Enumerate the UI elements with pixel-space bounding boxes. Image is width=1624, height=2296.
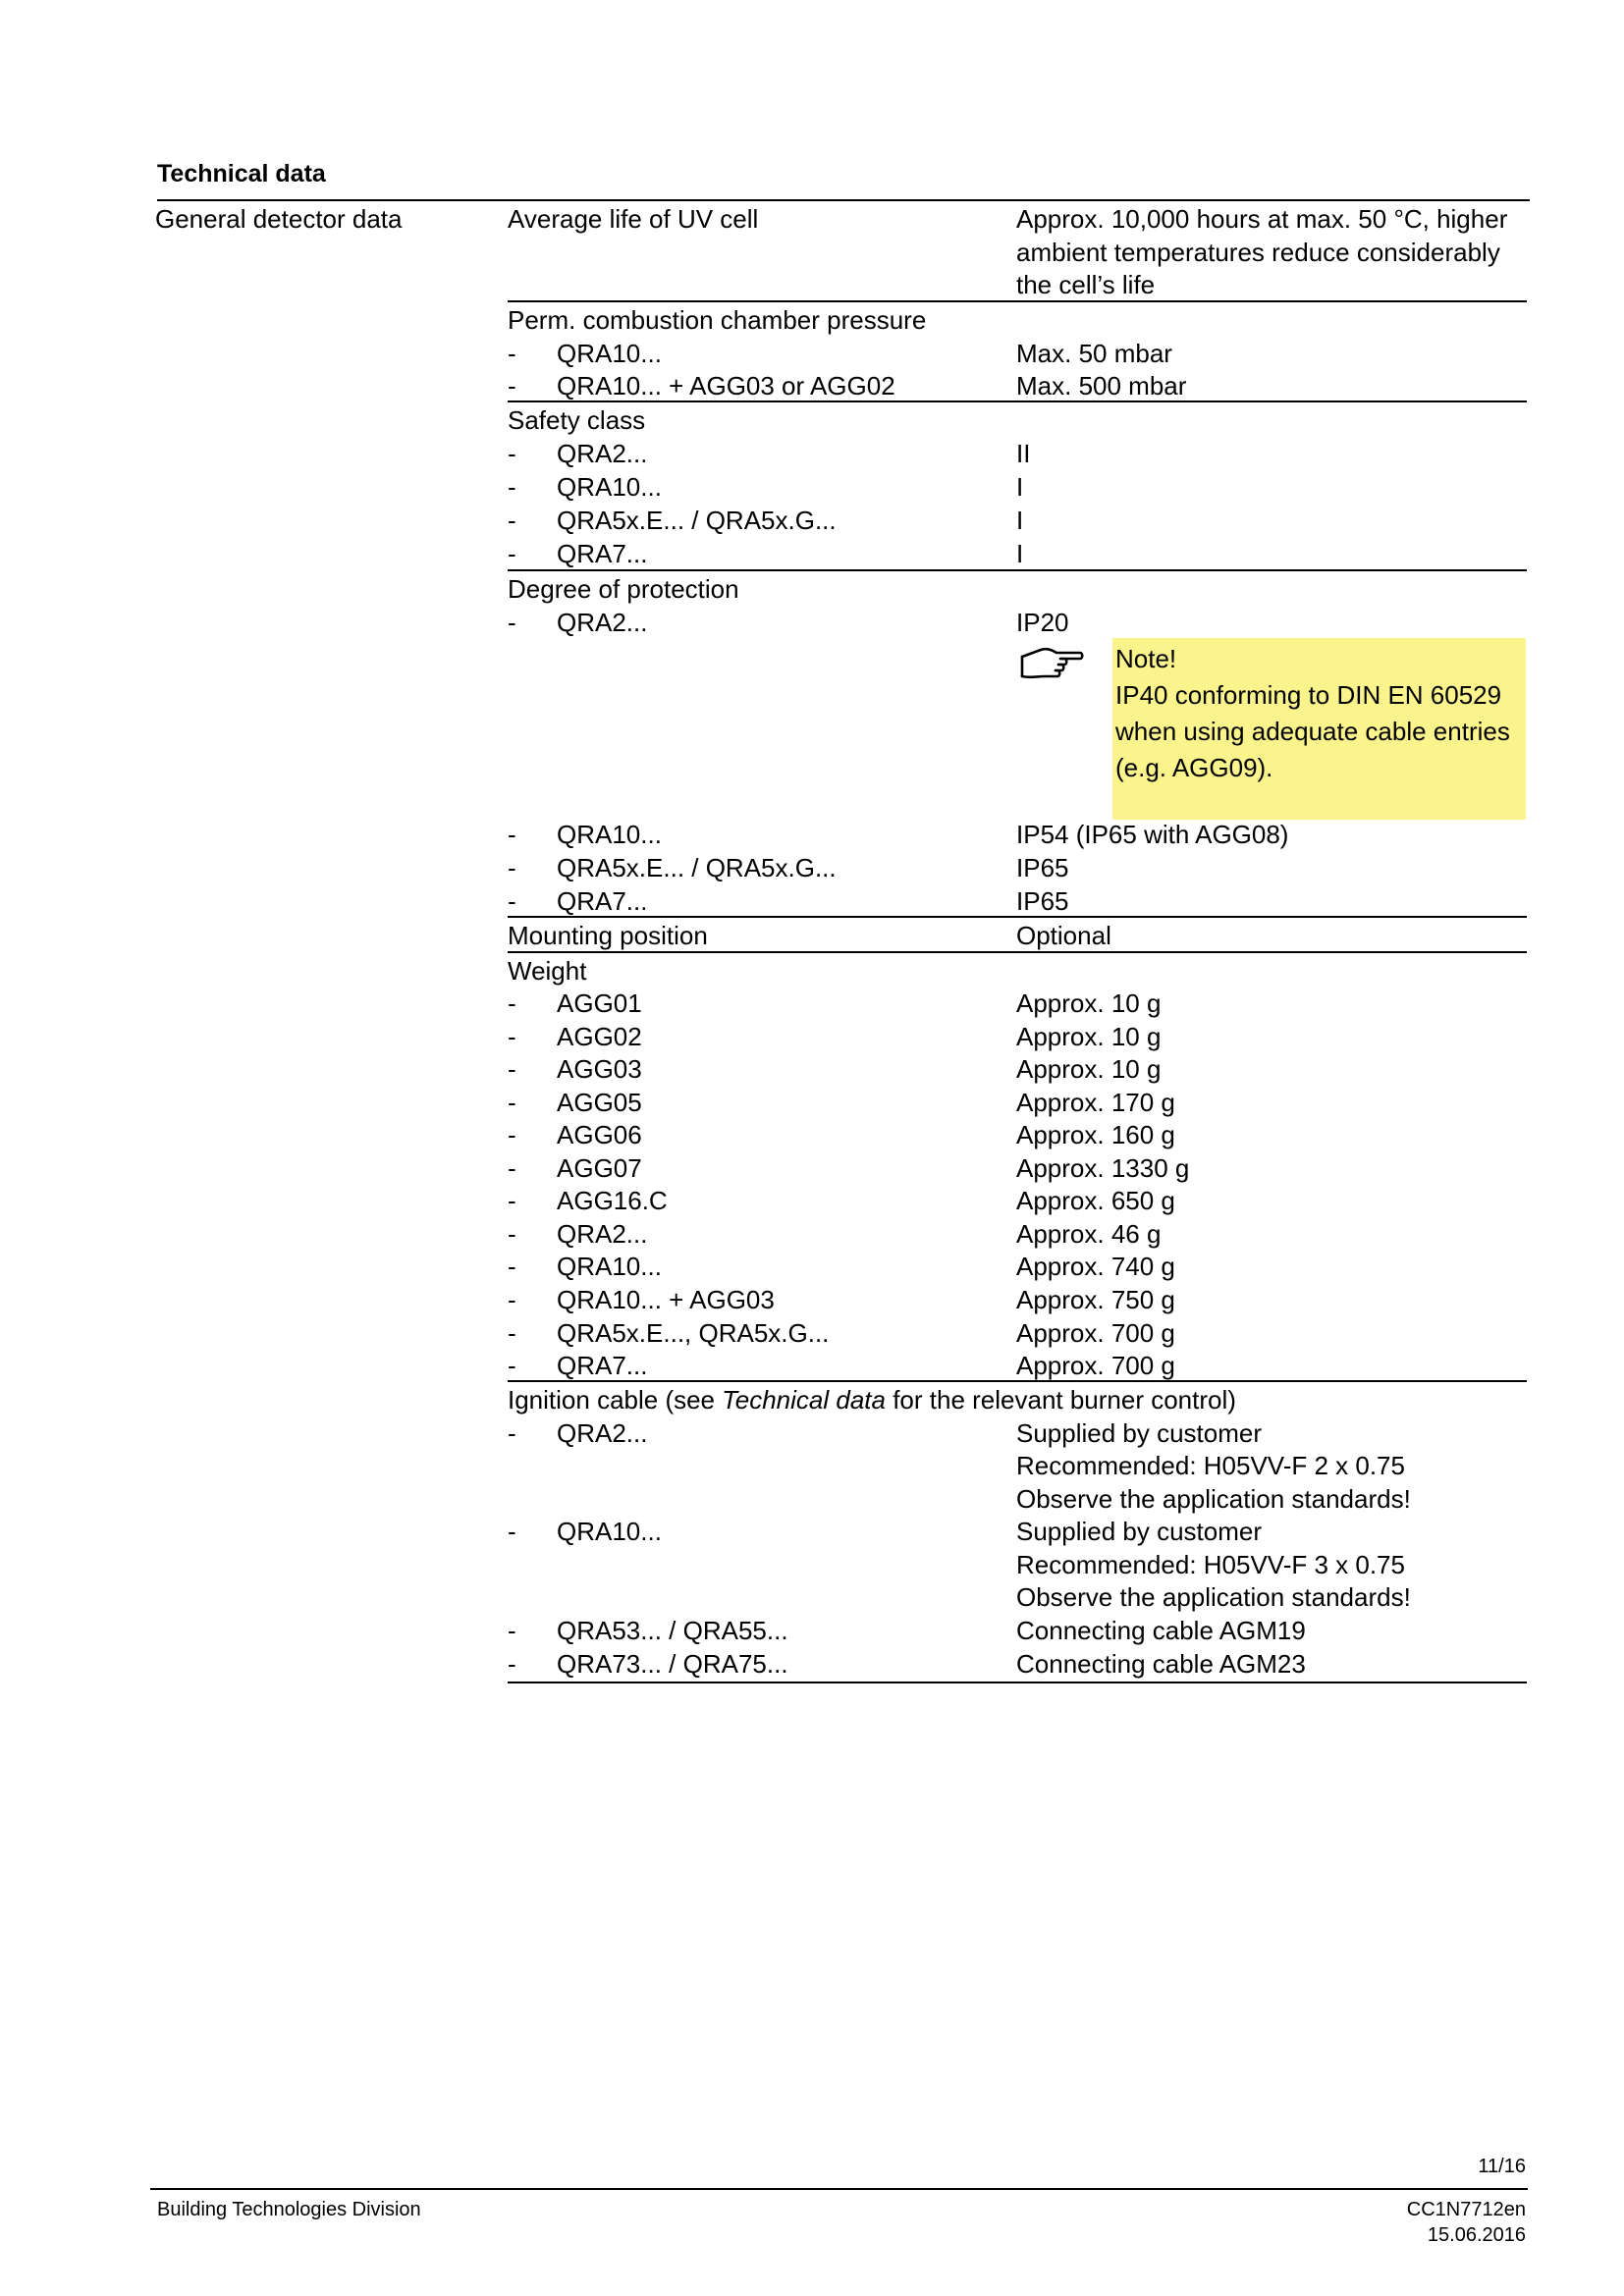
- uv-cell-label: Average life of UV cell: [508, 204, 759, 234]
- uv-cell-value-3: the cell’s life: [1016, 270, 1156, 299]
- list-dash: -: [508, 506, 516, 535]
- safety-item-name: QRA2...: [557, 439, 648, 468]
- list-dash: -: [508, 1088, 516, 1117]
- title-rule: [157, 199, 1530, 201]
- list-dash: -: [508, 1153, 516, 1183]
- list-dash: -: [508, 1418, 516, 1448]
- pressure-label: Perm. combustion chamber pressure: [508, 305, 927, 335]
- page-number: 11/16: [1478, 2156, 1526, 2177]
- ignition-item-value: Connecting cable AGM19: [1016, 1616, 1306, 1645]
- weight-item-name: QRA2...: [557, 1219, 648, 1249]
- weight-label: Weight: [508, 956, 587, 986]
- list-dash: -: [508, 1186, 516, 1215]
- safety-item-name: QRA5x.E... / QRA5x.G...: [557, 506, 837, 535]
- list-dash: -: [508, 439, 516, 468]
- ignition-item-name: QRA53... / QRA55...: [557, 1616, 788, 1645]
- list-dash: -: [508, 820, 516, 849]
- weight-item-name: AGG16.C: [557, 1186, 668, 1215]
- safety-item-name: QRA7...: [557, 539, 648, 568]
- row-divider: [508, 916, 1527, 918]
- protection-label: Degree of protection: [508, 574, 739, 604]
- list-dash: -: [508, 1649, 516, 1679]
- row-divider: [508, 400, 1527, 402]
- protection-item-value: IP20: [1016, 608, 1069, 637]
- weight-item-value: Approx. 10 g: [1016, 1054, 1162, 1084]
- weight-item-value: Approx. 750 g: [1016, 1285, 1175, 1314]
- weight-item-value: Approx. 650 g: [1016, 1186, 1175, 1215]
- weight-item-value: Approx. 170 g: [1016, 1088, 1175, 1117]
- list-dash: -: [508, 1219, 516, 1249]
- ignition-item-name: QRA73... / QRA75...: [557, 1649, 788, 1679]
- protection-item-value: IP65: [1016, 853, 1069, 882]
- protection-item-name: QRA10...: [557, 820, 662, 849]
- ignition-item-value: Supplied by customer: [1016, 1418, 1263, 1448]
- ignition-item-value: Observe the application standards!: [1016, 1582, 1411, 1612]
- note-title: Note!: [1115, 644, 1177, 673]
- list-dash: -: [508, 1252, 516, 1281]
- list-dash: -: [508, 539, 516, 568]
- list-dash: -: [508, 339, 516, 368]
- protection-item-value: IP54 (IP65 with AGG08): [1016, 820, 1289, 849]
- pointing-hand-icon: [1019, 644, 1084, 689]
- mounting-value: Optional: [1016, 921, 1111, 950]
- safety-item-value: I: [1016, 506, 1024, 535]
- weight-item-value: Approx. 160 g: [1016, 1120, 1175, 1149]
- weight-item-value: Approx. 700 g: [1016, 1318, 1175, 1348]
- weight-item-name: QRA5x.E..., QRA5x.G...: [557, 1318, 830, 1348]
- list-dash: -: [508, 988, 516, 1018]
- weight-item-name: AGG02: [557, 1022, 642, 1051]
- row-divider: [508, 1682, 1527, 1683]
- list-dash: -: [508, 1616, 516, 1645]
- doc-id: CC1N7712en: [1406, 2199, 1526, 2220]
- ignition-item-value: Connecting cable AGM23: [1016, 1649, 1306, 1679]
- section-label: General detector data: [155, 204, 403, 234]
- row-divider: [508, 569, 1527, 571]
- safety-item-name: QRA10...: [557, 472, 662, 502]
- weight-item-name: AGG06: [557, 1120, 642, 1149]
- note-line: IP40 conforming to DIN EN 60529: [1115, 680, 1502, 710]
- note-box: [1112, 638, 1526, 820]
- doc-date: 15.06.2016: [1427, 2224, 1526, 2246]
- ignition-cable-label: [508, 1383, 1236, 1416]
- weight-item-value: Approx. 740 g: [1016, 1252, 1175, 1281]
- pressure-item-name: QRA10...: [557, 339, 662, 368]
- safety-item-value: I: [1016, 472, 1024, 502]
- protection-item-name: QRA2...: [557, 608, 648, 637]
- row-divider: [508, 300, 1527, 302]
- ignition-item-value: Supplied by customer: [1016, 1517, 1263, 1546]
- ignition-item-value: Recommended: H05VV-F 2 x 0.75: [1016, 1451, 1405, 1480]
- weight-item-name: QRA7...: [557, 1351, 648, 1380]
- protection-item-value: IP65: [1016, 886, 1069, 916]
- mounting-label: Mounting position: [508, 921, 708, 950]
- list-dash: -: [508, 1318, 516, 1348]
- list-dash: -: [508, 1054, 516, 1084]
- weight-item-value: Approx. 10 g: [1016, 988, 1162, 1018]
- ignition-label-text: for the relevant burner control): [885, 1385, 1236, 1415]
- list-dash: -: [508, 1285, 516, 1314]
- ignition-item-name: QRA10...: [557, 1517, 662, 1546]
- list-dash: -: [508, 1022, 516, 1051]
- note-line: when using adequate cable entries: [1115, 717, 1510, 746]
- list-dash: -: [508, 886, 516, 916]
- weight-item-name: AGG07: [557, 1153, 642, 1183]
- safety-item-value: I: [1016, 539, 1024, 568]
- list-dash: -: [508, 371, 516, 400]
- row-divider: [508, 1380, 1527, 1382]
- list-dash: -: [508, 853, 516, 882]
- pressure-item-name: QRA10... + AGG03 or AGG02: [557, 371, 895, 400]
- footer-division: Building Technologies Division: [157, 2199, 421, 2220]
- weight-item-name: AGG05: [557, 1088, 642, 1117]
- safety-item-value: II: [1016, 439, 1031, 468]
- uv-cell-value-1: Approx. 10,000 hours at max. 50 °C, higher: [1016, 204, 1508, 234]
- note-line: (e.g. AGG09).: [1115, 753, 1273, 782]
- weight-item-name: AGG03: [557, 1054, 642, 1084]
- list-dash: -: [508, 472, 516, 502]
- ignition-label-emphasis: Technical data: [722, 1385, 886, 1415]
- pressure-item-value: Max. 500 mbar: [1016, 371, 1187, 400]
- ignition-label-text: Ignition cable (see: [508, 1385, 723, 1415]
- pressure-item-value: Max. 50 mbar: [1016, 339, 1172, 368]
- footer-rule: [150, 2188, 1528, 2190]
- row-divider: [508, 951, 1527, 953]
- list-dash: -: [508, 1351, 516, 1380]
- weight-item-name: QRA10... + AGG03: [557, 1285, 775, 1314]
- uv-cell-value-2: ambient temperatures reduce considerably: [1016, 238, 1500, 267]
- protection-item-name: QRA7...: [557, 886, 648, 916]
- weight-item-value: Approx. 46 g: [1016, 1219, 1162, 1249]
- ignition-item-value: Observe the application standards!: [1016, 1484, 1411, 1514]
- weight-item-value: Approx. 10 g: [1016, 1022, 1162, 1051]
- weight-item-name: AGG01: [557, 988, 642, 1018]
- weight-item-value: Approx. 1330 g: [1016, 1153, 1190, 1183]
- safety-class-label: Safety class: [508, 405, 646, 435]
- list-dash: -: [508, 1120, 516, 1149]
- weight-item-value: Approx. 700 g: [1016, 1351, 1175, 1380]
- ignition-item-name: QRA2...: [557, 1418, 648, 1448]
- weight-item-name: QRA10...: [557, 1252, 662, 1281]
- list-dash: -: [508, 1517, 516, 1546]
- page-title: Technical data: [157, 160, 326, 187]
- protection-item-name: QRA5x.E... / QRA5x.G...: [557, 853, 837, 882]
- list-dash: -: [508, 608, 516, 637]
- ignition-item-value: Recommended: H05VV-F 3 x 0.75: [1016, 1550, 1405, 1579]
